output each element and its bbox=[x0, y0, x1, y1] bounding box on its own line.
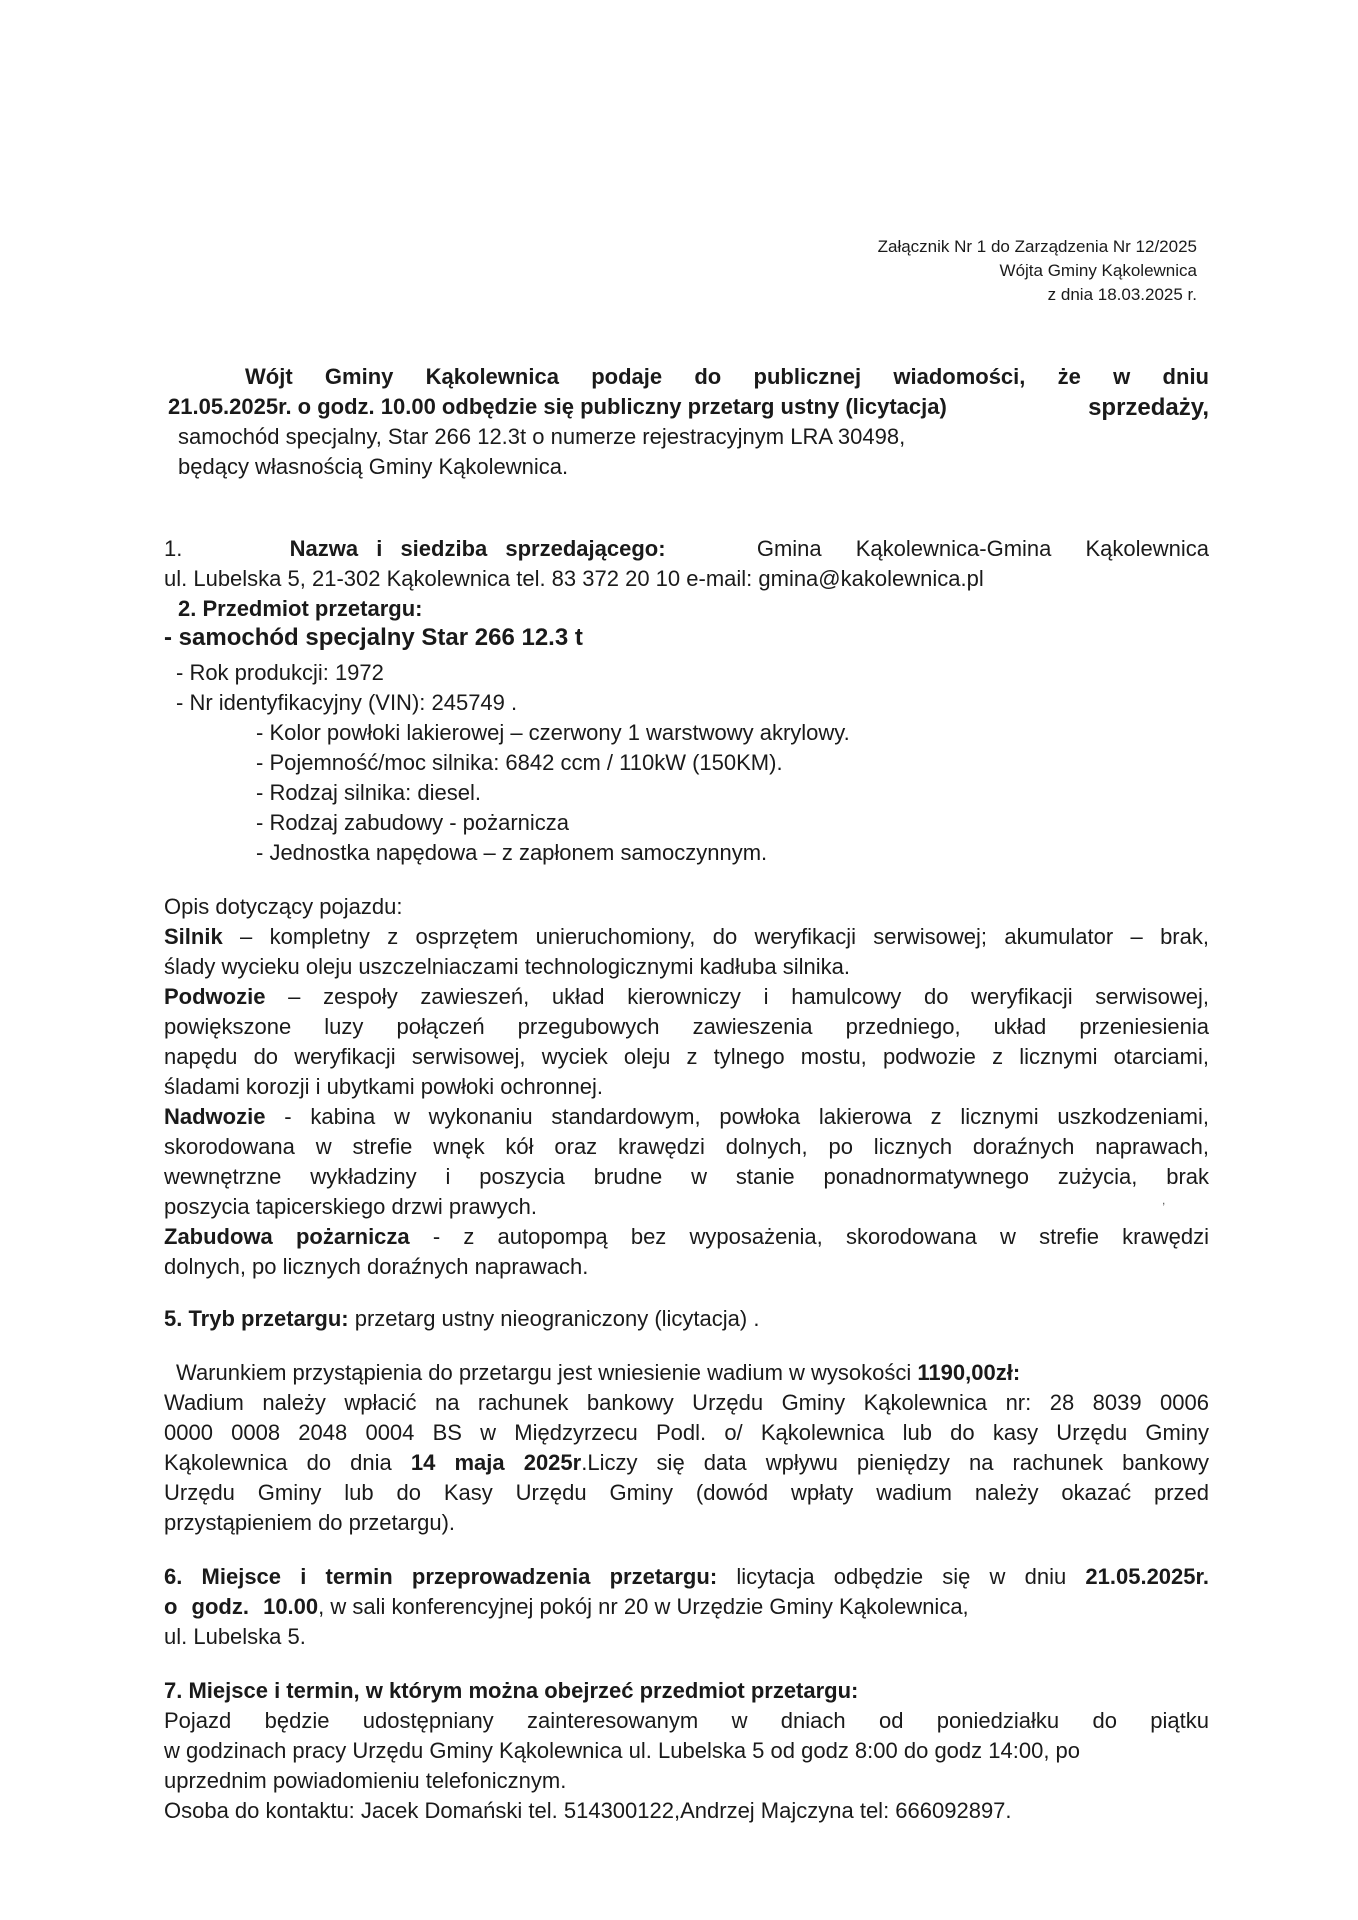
nadwozie-line-4: poszycia tapicerskiego drzwi prawych. bbox=[164, 1194, 537, 1219]
section-6-time: o godz. 10.00 bbox=[164, 1594, 319, 1619]
feature-item: - Pojemność/moc silnika: 6842 ccm / 110kW (150KM). bbox=[256, 750, 783, 775]
section-2-vehicle: - samochód specjalny Star 266 12.3 t bbox=[164, 624, 583, 651]
nadwozie-text: - kabina w wykonaniu standardowym, powłoka lakierowa z licznymi uszkodzeniami, bbox=[284, 1104, 1209, 1129]
wadium-line-4-start: Kąkolewnica do dnia bbox=[164, 1450, 392, 1475]
wadium-line-4 bbox=[164, 1452, 1209, 1474]
section-2-year: - Rok produkcji: 1972 bbox=[176, 660, 384, 685]
wadium-line-1 bbox=[176, 1362, 1020, 1384]
section-7-contact: Osoba do kontaktu: Jacek Domański tel. 514300122,Andrzej Majczyna tel: 666092897. bbox=[164, 1798, 1012, 1823]
section-7-line-2: w godzinach pracy Urzędu Gminy Kąkolewnica ul. Lubelska 5 od godz 8:00 do godz 14:00, po bbox=[164, 1738, 1081, 1763]
wadium-line-6: przystąpieniem do przetargu). bbox=[164, 1510, 456, 1535]
silnik-line-1 bbox=[164, 926, 1209, 948]
intro-line-2 bbox=[168, 396, 1209, 420]
header-line-1: Załącznik Nr 1 do Zarządzenia Nr 12/2025 bbox=[877, 237, 1197, 256]
podwozie-text: – zespoły zawieszeń, układ kierowniczy i hamulcowy do weryfikacji serwisowej, bbox=[288, 984, 1209, 1009]
section-6-line-1 bbox=[164, 1566, 1209, 1588]
section-6-line-3: ul. Lubelska 5. bbox=[164, 1624, 306, 1649]
silnik-text: – kompletny z osprzętem unieruchomiony, do weryfikacji serwisowej; akumulator – brak, bbox=[240, 924, 1209, 949]
zabudowa-line-1 bbox=[164, 1226, 1209, 1248]
section-6-line-2 bbox=[164, 1596, 1209, 1618]
section-6-date: 21.05.2025r. bbox=[1085, 1564, 1209, 1589]
section-7-line-1: Pojazd będzie udostępniany zainteresowanym w dniach od poniedziałku do piątku bbox=[164, 1708, 1209, 1733]
wadium-deadline: 14 maja 2025r bbox=[410, 1450, 582, 1475]
scan-mark: , bbox=[1162, 1193, 1166, 1207]
section-6-heading: 6. Miejsce i termin przeprowadzenia przetargu: bbox=[164, 1564, 718, 1589]
nadwozie-label: Nadwozie bbox=[164, 1104, 266, 1129]
intro-line-3: samochód specjalny, Star 266 12.3t o numerze rejestracyjnym LRA 30498, bbox=[178, 424, 906, 449]
section-2-vin: - Nr identyfikacyjny (VIN): 245749 . bbox=[176, 690, 518, 715]
podwozie-label: Podwozie bbox=[164, 984, 266, 1009]
silnik-line-2: ślady wycieku oleju uszczelniaczami technologicznymi kadłuba silnika. bbox=[164, 954, 850, 979]
zabudowa-text: - z autopompą bez wyposażenia, skorodowana w strefie krawędzi bbox=[432, 1224, 1209, 1249]
header-line-2: Wójta Gminy Kąkolewnica bbox=[999, 261, 1197, 280]
section-1-address: ul. Lubelska 5, 21-302 Kąkolewnica tel. 83 372 20 10 e-mail: gmina@kakolewnica.pl bbox=[164, 566, 984, 591]
intro-line-4: będący własnością Gminy Kąkolewnica. bbox=[178, 454, 569, 479]
nadwozie-line-3: wewnętrzne wykładziny i poszycia brudne w stanie ponadnormatywnego zużycia, brak bbox=[164, 1164, 1209, 1189]
podwozie-line-4: śladami korozji i ubytkami powłoki ochronnej. bbox=[164, 1074, 603, 1099]
section-2-heading: 2. Przedmiot przetargu: bbox=[178, 596, 423, 621]
zabudowa-label: Zabudowa pożarnicza bbox=[164, 1224, 410, 1249]
section-5-heading: 5. Tryb przetargu: bbox=[164, 1306, 349, 1331]
wadium-amount: 1190,00zł bbox=[917, 1360, 1013, 1385]
section-5-line bbox=[164, 1308, 759, 1330]
section-7-line-3: uprzednim powiadomieniu telefonicznym. bbox=[164, 1768, 567, 1793]
section-1-value: Gmina Kąkolewnica-Gmina Kąkolewnica bbox=[756, 536, 1209, 561]
header-line-3: z dnia 18.03.2025 r. bbox=[1047, 285, 1197, 304]
feature-item: - Kolor powłoki lakierowej – czerwony 1 warstwowy akrylowy. bbox=[256, 720, 850, 745]
wadium-line-2: Wadium należy wpłacić na rachunek bankowy Urzędu Gminy Kąkolewnica nr: 28 8039 0006 bbox=[164, 1390, 1209, 1415]
feature-item: - Jednostka napędowa – z zapłonem samoczynnym. bbox=[256, 840, 768, 865]
feature-item: - Rodzaj silnika: diesel. bbox=[256, 780, 481, 805]
intro-line-2-sprzedazy: sprzedaży, bbox=[1088, 394, 1209, 421]
intro-line-2-main: 21.05.2025r. o godz. 10.00 odbędzie się publiczny przetarg ustny (licytacja) bbox=[168, 394, 947, 419]
wadium-colon: : bbox=[1012, 1360, 1021, 1385]
feature-item: - Rodzaj zabudowy - pożarnicza bbox=[256, 810, 570, 835]
wadium-line-3: 0000 0008 2048 0004 BS w Międzyrzecu Podl. o/ Kąkolewnica lub do kasy Urzędu Gminy bbox=[164, 1420, 1209, 1445]
podwozie-line-1 bbox=[164, 986, 1209, 1008]
section-6-place: , w sali konferencyjnej pokój nr 20 w Urzędzie Gminy Kąkolewnica, bbox=[318, 1594, 969, 1619]
nadwozie-line-2: skorodowana w strefie wnęk kół oraz krawędzi dolnych, po licznych doraźnych naprawach, bbox=[164, 1134, 1209, 1159]
zabudowa-line-2: dolnych, po licznych doraźnych naprawach. bbox=[164, 1254, 589, 1279]
section-6-text: licytacja odbędzie się w dniu bbox=[736, 1564, 1067, 1589]
wadium-line-4-end: .Liczy się data wpływu pieniędzy na rachunek bankowy bbox=[581, 1450, 1209, 1475]
silnik-label: Silnik bbox=[164, 924, 223, 949]
nadwozie-line-1 bbox=[164, 1106, 1209, 1128]
podwozie-line-3: napędu do weryfikacji serwisowej, wyciek oleju z tylnego mostu, podwozie z licznymi otarciami, bbox=[164, 1044, 1209, 1069]
section-5-value: przetarg ustny nieograniczony (licytacja) . bbox=[354, 1306, 760, 1331]
section-1-heading: Nazwa i siedziba sprzedającego: bbox=[289, 536, 666, 561]
intro-line-1: Wójt Gminy Kąkolewnica podaje do publicznej wiadomości, że w dniu bbox=[245, 364, 1209, 389]
podwozie-line-2: powiększone luzy połączeń przegubowych zawieszenia przedniego, układ przeniesienia bbox=[164, 1014, 1209, 1039]
section-1-number: 1. bbox=[164, 536, 183, 561]
wadium-line-5: Urzędu Gminy lub do Kasy Urzędu Gminy (dowód wpłaty wadium należy okazać przed bbox=[164, 1480, 1209, 1505]
section-7-heading: 7. Miejsce i termin, w którym można obejrzeć przedmiot przetargu: bbox=[164, 1678, 859, 1703]
wadium-text: Warunkiem przystąpienia do przetargu jest wniesienie wadium w wysokości bbox=[176, 1360, 912, 1385]
section-1-line-1 bbox=[164, 538, 1209, 560]
description-title: Opis dotyczący pojazdu: bbox=[164, 894, 403, 919]
